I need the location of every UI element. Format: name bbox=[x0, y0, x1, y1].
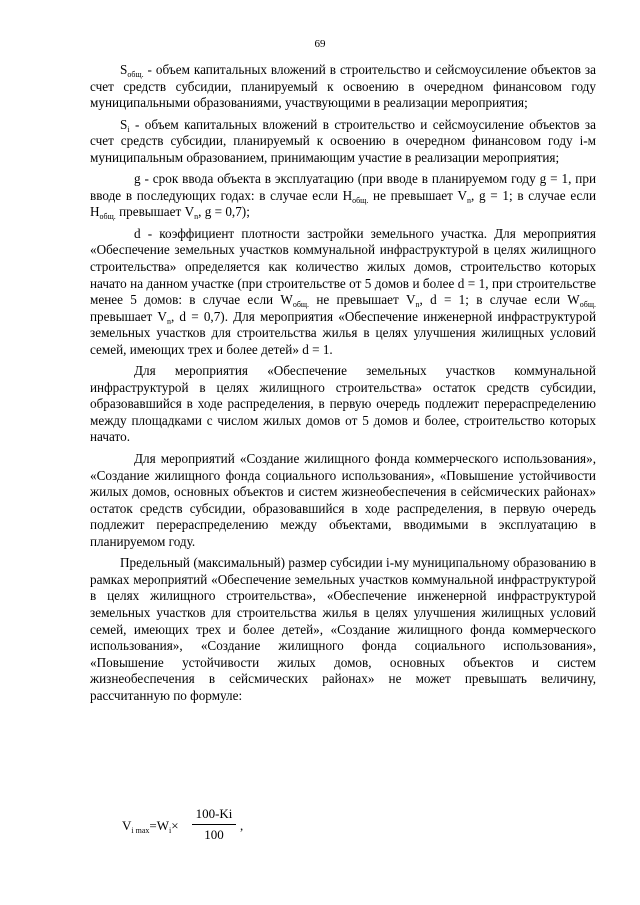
paragraph-d bbox=[90, 226, 596, 358]
subscript: n bbox=[415, 300, 420, 310]
formula-left-side bbox=[122, 818, 179, 834]
times-sign: × bbox=[171, 818, 179, 833]
text-run: превышает V bbox=[115, 204, 195, 220]
body-text bbox=[90, 62, 596, 709]
text-run: превышает V bbox=[90, 308, 167, 324]
page-number: 69 bbox=[314, 38, 326, 50]
text-run: , g = 1; в случае если H bbox=[90, 187, 596, 220]
formula-comma: , bbox=[240, 818, 244, 833]
text-run: , d = 0,7). Для мероприятия «Обеспечение инженерной инфраструктурой земельных участков для строительства жилья в целях улучшения жилищных условий семей, имеющих трех и более детей» d = 1. bbox=[90, 308, 596, 357]
paragraph-s-total bbox=[90, 62, 596, 112]
definition-text: - объем капитальных вложений в строительство и сейсмоусиление объектов за счет средств субсидии, планируемый к освоению в очередном финансовом году i-м муниципальным образованием, принимающим участие в реализации мероприятия; bbox=[90, 116, 596, 165]
formula-fraction bbox=[192, 806, 236, 843]
text-run: не превышает V bbox=[368, 187, 468, 203]
subscript: общ. bbox=[127, 70, 144, 79]
text-run: не превышает V bbox=[309, 292, 416, 308]
text-run: , g = 0,7); bbox=[198, 204, 250, 220]
definition-text: - объем капитальных вложений в строительство и сейсмоусиление объектов за счет средств субсидии, планируемый к освоению в очередном финансовом году муниципальными образованиями, участвующими в реализации мероприятия; bbox=[90, 62, 596, 111]
subscript: общ. bbox=[579, 300, 596, 310]
subscript: общ. bbox=[292, 300, 310, 310]
formula bbox=[122, 802, 322, 852]
fraction-numerator: 100-Ki bbox=[195, 806, 233, 821]
symbol: =W bbox=[149, 818, 169, 833]
paragraph-s-i bbox=[90, 117, 596, 167]
subscript: i bbox=[169, 826, 172, 835]
text-run: g - срок ввода объекта в эксплуатацию (при вводе в планируемом году g = 1, при вводе в последующих годах: в случае если H bbox=[90, 171, 596, 203]
subscript: общ. bbox=[352, 195, 369, 205]
paragraph-max-subsidy: Предельный (максимальный) размер субсидии i-му муниципальному образованию в рамках мероприятий «Обеспечение земельных участков коммунальной инфраструктурой в целях жилищного строительства», «Обеспечение инженерной инфраструктурой земельных участков для строительства жилья в целях улучшения жилищных условий семей, имеющих трех и более детей», «Создание жилищного фонда коммерческого использования», «Создание жилищного фонда социального использования», «Повышение устойчивости жилых домов, основных объектов и систем жизнеобеспечения в сейсмических районах» не может превышать величину, рассчитанную по формуле: bbox=[90, 555, 596, 703]
fraction-denominator: 100 bbox=[204, 827, 224, 842]
subscript: общ. bbox=[99, 212, 116, 222]
paragraph-g bbox=[90, 171, 596, 221]
symbol: V bbox=[122, 818, 132, 833]
subscript: n bbox=[194, 212, 199, 222]
paragraph-remainder-housing: Для мероприятий «Создание жилищного фонда коммерческого использования», «Создание жилищного фонда социального использования», «Повышение устойчивости жилых домов, основных объектов и систем жизнеобеспечения в сейсмических районах» остаток средств субсидии, образовавшийся в ходе распределения, в первую очередь подлежит перераспределению между объектами, вводимыми в эксплуатацию в планируемом году. bbox=[90, 451, 596, 549]
symbol: S bbox=[120, 116, 128, 132]
text-run: , d = 1; в случае если W bbox=[419, 292, 580, 308]
subscript: i max bbox=[131, 826, 150, 835]
symbol: S bbox=[120, 62, 128, 77]
subscript: n bbox=[467, 195, 472, 205]
paragraph-remainder-communal: Для мероприятия «Обеспечение земельных участков коммунальной инфраструктурой в целях жилищного строительства» остаток средств субсидии, образовавшийся в ходе распределения, в первую очередь подлежит перераспределению между площадками с числом жилых домов от 5 домов и более, строительство которых начато. bbox=[90, 363, 596, 445]
text-run: d - коэффициент плотности застройки земельного участка. Для мероприятия «Обеспечение земельных участков коммунальной инфраструктурой в целях жилищного строительства» определяется как количество жилых домов, строительство которых начато на данном участке (при строительстве от 5 домов и более d = 1, при строительстве менее 5 домов: в случае если W bbox=[90, 225, 596, 308]
subscript: n bbox=[166, 316, 171, 326]
subscript: i bbox=[127, 124, 130, 134]
